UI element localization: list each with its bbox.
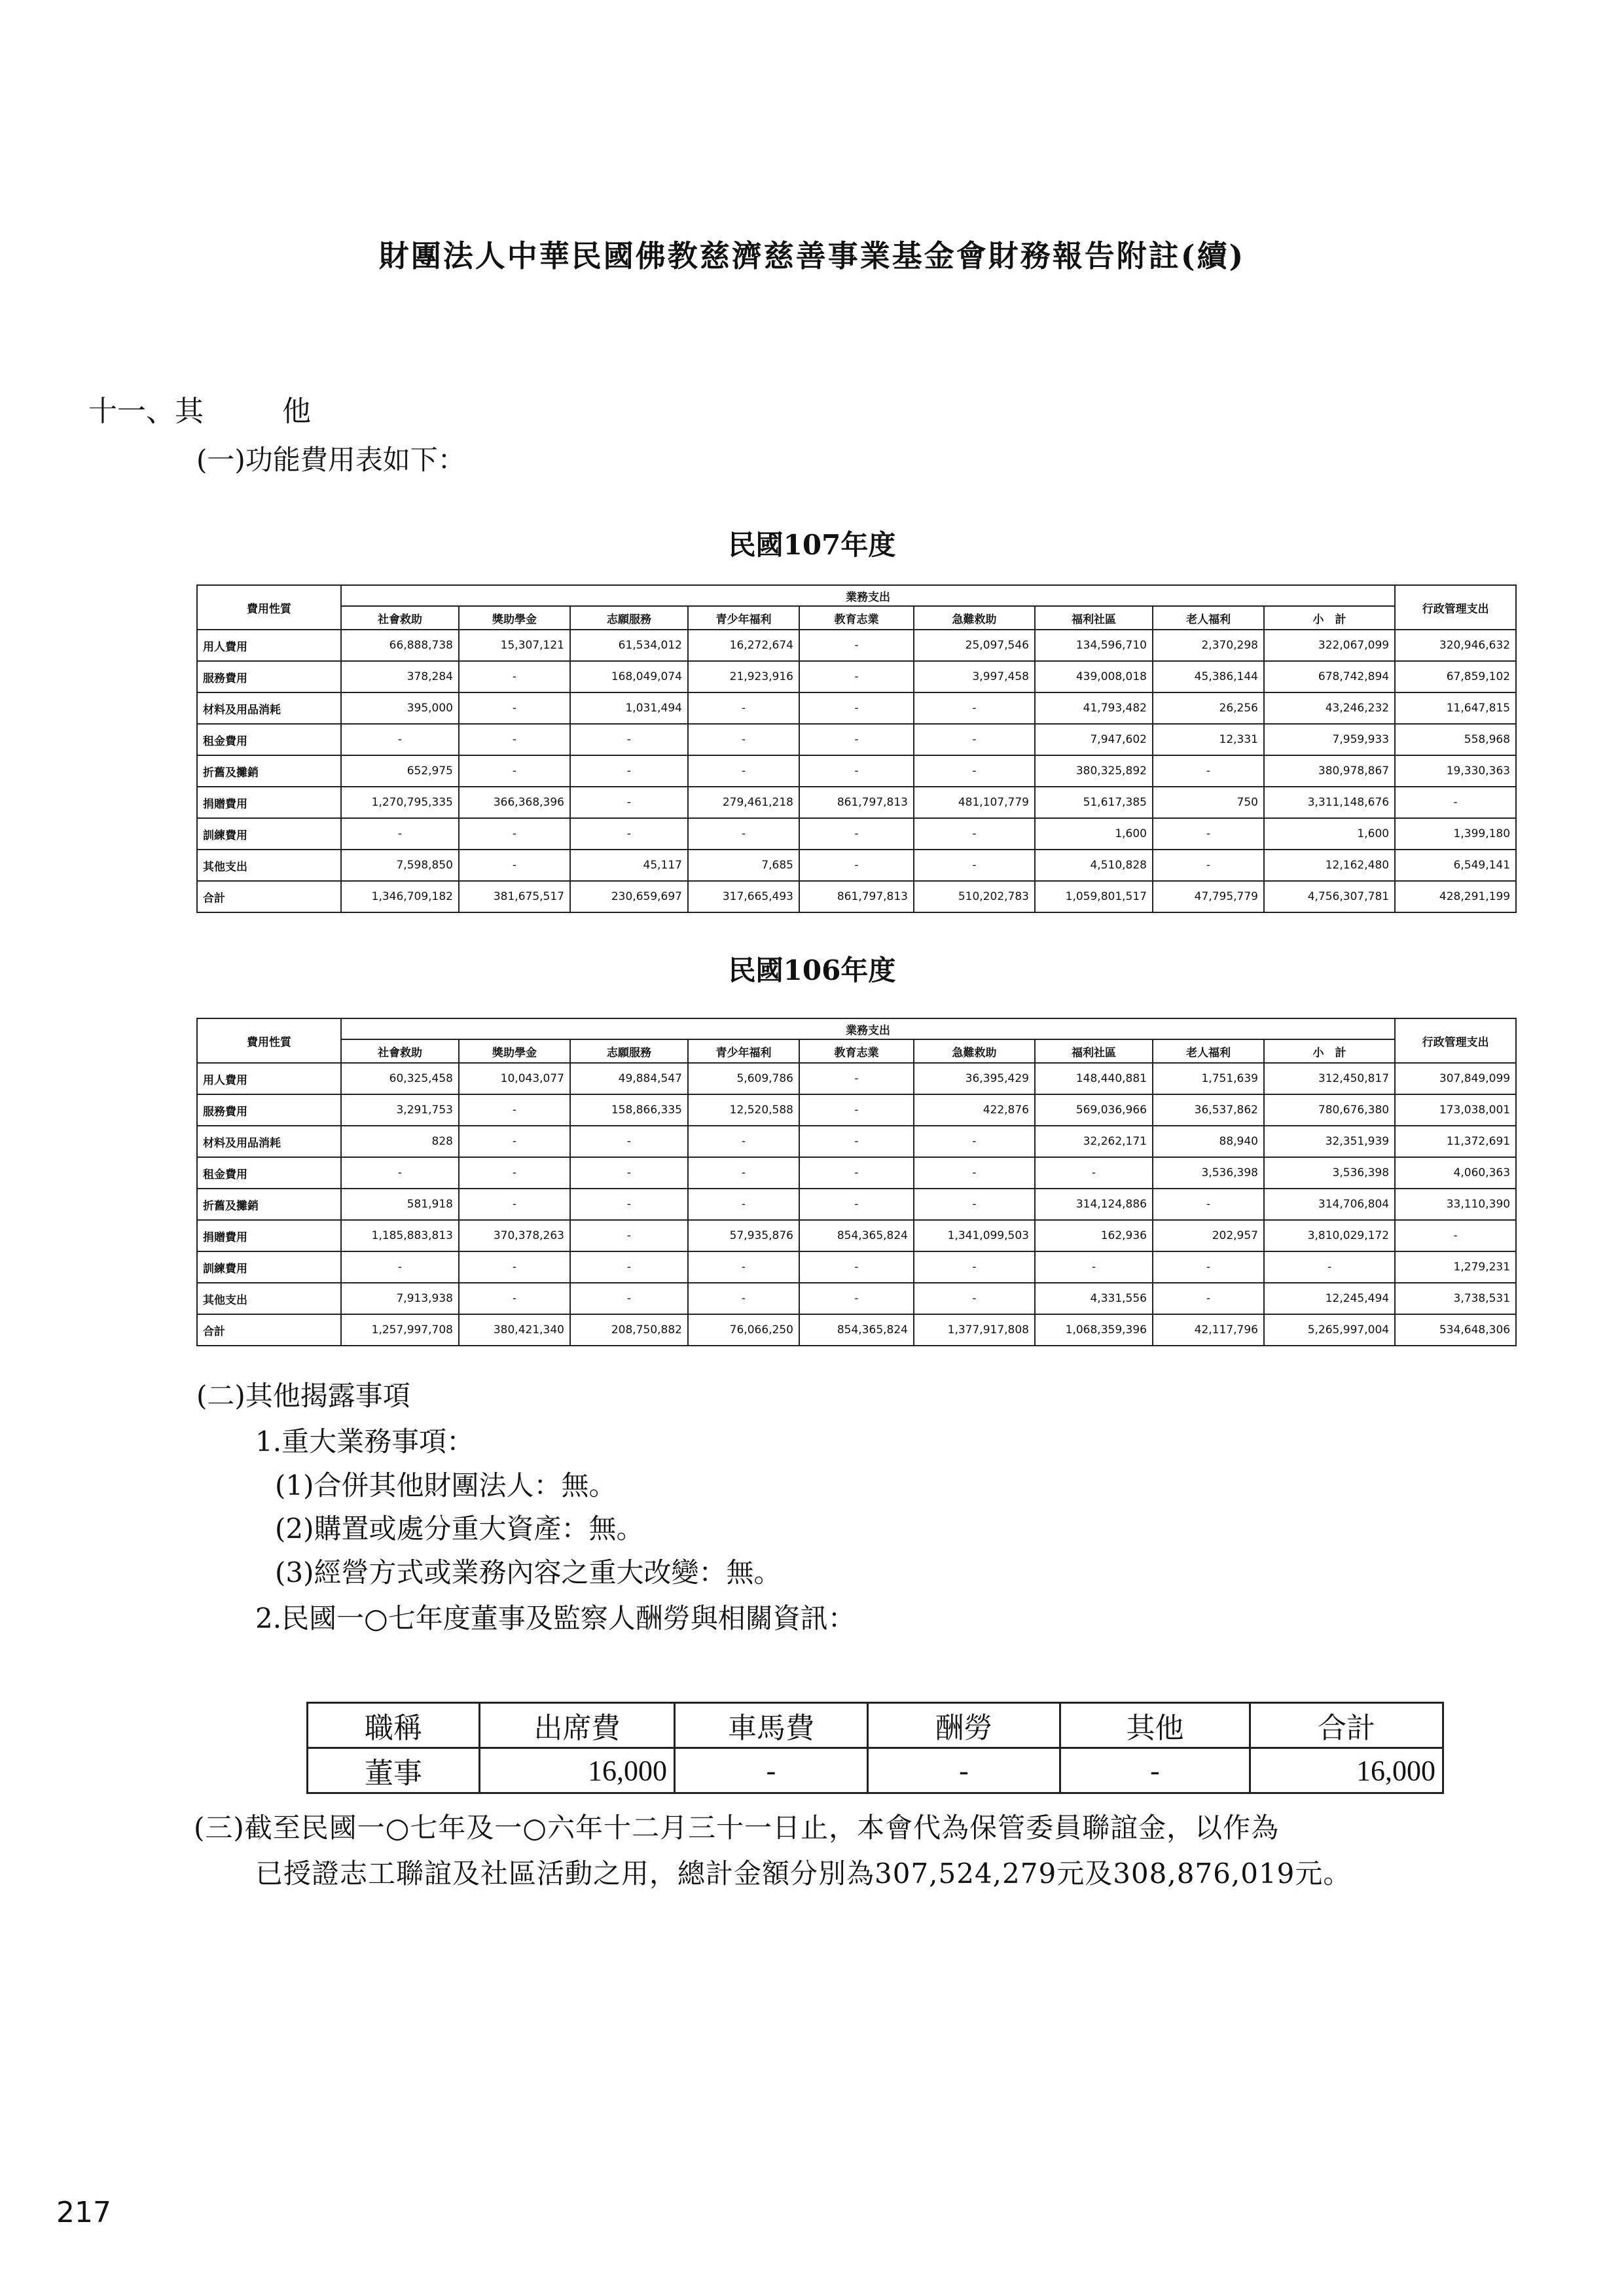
cell-remuneration: - (868, 1748, 1060, 1793)
table-cell: 158,866,335 (570, 1094, 688, 1126)
table-cell: - (1395, 1220, 1516, 1251)
table-cell: 60,325,458 (341, 1063, 459, 1094)
functional-expense-table-107 (196, 584, 1517, 913)
table-cell: - (688, 724, 799, 755)
director-compensation-table (306, 1702, 1444, 1794)
table-cell: - (914, 1189, 1035, 1220)
row-label: 合計 (197, 881, 341, 912)
row-label: 合計 (197, 1314, 341, 1346)
table-cell: 861,797,813 (799, 881, 914, 912)
table-cell: - (570, 1251, 688, 1283)
table-cell: - (799, 1189, 914, 1220)
table-cell: - (341, 1157, 459, 1189)
header-col-5: 急難救助 (914, 1039, 1035, 1063)
header-expense-nature: 費用性質 (197, 1018, 341, 1063)
row-label: 折舊及攤銷 (197, 1189, 341, 1220)
table-cell: 162,936 (1035, 1220, 1153, 1251)
cell-travel-fee: - (675, 1748, 868, 1793)
table-cell: - (459, 1157, 570, 1189)
header-other: 其他 (1060, 1703, 1250, 1748)
table-cell: 32,262,171 (1035, 1126, 1153, 1157)
table-cell: 439,008,018 (1035, 661, 1153, 692)
table-cell: 88,940 (1153, 1126, 1264, 1157)
table-cell: 366,368,396 (459, 787, 570, 818)
table-cell: 322,067,099 (1264, 630, 1395, 661)
table-cell: - (459, 1126, 570, 1157)
table-row (197, 1126, 1516, 1157)
table-cell: - (1153, 1251, 1264, 1283)
header-col-7: 老人福利 (1153, 1039, 1264, 1063)
table-cell: 381,675,517 (459, 881, 570, 912)
header-column-row (197, 606, 1516, 630)
table-cell: 534,648,306 (1395, 1314, 1516, 1346)
table-cell: - (688, 1157, 799, 1189)
table-cell: 1,068,359,396 (1035, 1314, 1153, 1346)
table-cell: 7,598,850 (341, 850, 459, 881)
other-disclosures-heading: (二)其他揭露事項 (196, 1380, 410, 1412)
table-cell: - (459, 850, 570, 881)
table-cell: - (914, 1126, 1035, 1157)
header-col-7: 老人福利 (1153, 606, 1264, 630)
table-cell: 380,978,867 (1264, 755, 1395, 787)
table-cell: - (1035, 1157, 1153, 1189)
table-cell: 67,859,102 (1395, 661, 1516, 692)
row-label: 折舊及攤銷 (197, 755, 341, 787)
table-row (197, 755, 1516, 787)
table-cell: - (799, 661, 914, 692)
table-cell: 861,797,813 (799, 787, 914, 818)
table-cell: - (570, 1157, 688, 1189)
table-cell: 828 (341, 1126, 459, 1157)
table-cell: 42,117,796 (1153, 1314, 1264, 1346)
table-cell: - (799, 1251, 914, 1283)
table-cell: - (459, 724, 570, 755)
table-row (197, 1283, 1516, 1314)
header-business-expenses: 業務支出 (341, 1018, 1395, 1039)
table-cell: - (459, 1283, 570, 1314)
header-attendance-fee: 出席費 (480, 1703, 675, 1748)
table-cell: 11,647,815 (1395, 692, 1516, 724)
table-cell: 202,957 (1153, 1220, 1264, 1251)
cell-total: 16,000 (1250, 1748, 1443, 1793)
table-cell: - (1153, 818, 1264, 850)
header-travel-fee: 車馬費 (675, 1703, 868, 1748)
table-row (197, 661, 1516, 692)
table-row (197, 630, 1516, 661)
table-cell: - (799, 1063, 914, 1094)
table-cell: 3,738,531 (1395, 1283, 1516, 1314)
table-cell: 4,331,556 (1035, 1283, 1153, 1314)
table-cell: - (341, 1251, 459, 1283)
report-title: 財團法人中華民國佛教慈濟慈善事業基金會財務報告附註(續) (378, 238, 1246, 274)
header-admin-expenses: 行政管理支出 (1395, 585, 1516, 630)
table-cell: 422,876 (914, 1094, 1035, 1126)
page-number: 217 (56, 2196, 111, 2229)
table-cell: 307,849,099 (1395, 1063, 1516, 1094)
table-row (197, 787, 1516, 818)
table-row (197, 724, 1516, 755)
table-cell: 4,060,363 (1395, 1157, 1516, 1189)
header-group-row (197, 1018, 1516, 1039)
table-cell: 854,365,824 (799, 1220, 914, 1251)
table-cell: 49,884,547 (570, 1063, 688, 1094)
table-cell: - (570, 818, 688, 850)
table-cell: 168,049,074 (570, 661, 688, 692)
table-cell: - (459, 692, 570, 724)
row-label: 材料及用品消耗 (197, 1126, 341, 1157)
table-cell: 12,162,480 (1264, 850, 1395, 881)
table-cell: 230,659,697 (570, 881, 688, 912)
table-cell: 26,256 (1153, 692, 1264, 724)
functional-expense-table-106 (196, 1018, 1517, 1346)
table-cell: - (459, 818, 570, 850)
table-cell: 314,706,804 (1264, 1189, 1395, 1220)
table-cell: - (914, 692, 1035, 724)
director-compensation-intro: 2.民國一○七年度董事及監察人酬勞與相關資訊： (255, 1602, 856, 1634)
table-cell: 1,257,997,708 (341, 1314, 459, 1346)
table-cell: 45,386,144 (1153, 661, 1264, 692)
table-cell: - (1153, 1283, 1264, 1314)
table-cell: - (914, 1251, 1035, 1283)
table-cell: - (459, 1251, 570, 1283)
table-cell: 66,888,738 (341, 630, 459, 661)
functional-expense-intro: (一)功能費用表如下： (196, 444, 465, 476)
table-cell: - (799, 755, 914, 787)
table-cell: 1,031,494 (570, 692, 688, 724)
table-cell: 57,935,876 (688, 1220, 799, 1251)
table-row (197, 1251, 1516, 1283)
table-cell: 5,609,786 (688, 1063, 799, 1094)
table-cell: 76,066,250 (688, 1314, 799, 1346)
table-cell: - (570, 1126, 688, 1157)
table-cell: - (570, 1189, 688, 1220)
table-cell: 10,043,077 (459, 1063, 570, 1094)
table-cell: 1,279,231 (1395, 1251, 1516, 1283)
table-cell: 395,000 (341, 692, 459, 724)
table-cell: 1,059,801,517 (1035, 881, 1153, 912)
table-cell: - (799, 1094, 914, 1126)
table-cell: 370,378,263 (459, 1220, 570, 1251)
table-cell: 1,399,180 (1395, 818, 1516, 850)
table-cell: - (570, 1220, 688, 1251)
row-label: 服務費用 (197, 661, 341, 692)
header-col-8: 小 計 (1264, 1039, 1395, 1063)
header-col-0: 社會救助 (341, 1039, 459, 1063)
table-cell: - (799, 630, 914, 661)
header-col-6: 福利社區 (1035, 606, 1153, 630)
table-cell: 780,676,380 (1264, 1094, 1395, 1126)
table-cell: - (914, 850, 1035, 881)
table-cell: - (688, 692, 799, 724)
table-cell: 3,536,398 (1153, 1157, 1264, 1189)
table-cell: 51,617,385 (1035, 787, 1153, 818)
table-cell: 314,124,886 (1035, 1189, 1153, 1220)
row-label: 材料及用品消耗 (197, 692, 341, 724)
header-col-3: 青少年福利 (688, 606, 799, 630)
row-label: 訓練費用 (197, 1251, 341, 1283)
table-cell: - (799, 1283, 914, 1314)
table-cell: 7,913,938 (341, 1283, 459, 1314)
table-cell: 510,202,783 (914, 881, 1035, 912)
table-cell: 7,947,602 (1035, 724, 1153, 755)
custody-note-line2: 已授證志工聯誼及社區活動之用，總計金額分別為307,524,279元及308,876,019元。 (255, 1857, 1352, 1890)
table-cell: - (799, 1157, 914, 1189)
table-cell: 6,549,141 (1395, 850, 1516, 881)
table-cell: 312,450,817 (1264, 1063, 1395, 1094)
table-cell: 208,750,882 (570, 1314, 688, 1346)
table-row (197, 850, 1516, 881)
table-cell: - (688, 818, 799, 850)
table-cell: 3,997,458 (914, 661, 1035, 692)
row-label: 租金費用 (197, 724, 341, 755)
table-cell: 25,097,546 (914, 630, 1035, 661)
section-heading (88, 387, 311, 429)
header-col-1: 獎助學金 (459, 606, 570, 630)
table-row (197, 1314, 1516, 1346)
table-cell: - (1153, 1189, 1264, 1220)
header-col-4: 教育志業 (799, 1039, 914, 1063)
table-cell: 1,751,639 (1153, 1063, 1264, 1094)
table-cell: 3,311,148,676 (1264, 787, 1395, 818)
header-col-1: 獎助學金 (459, 1039, 570, 1063)
table-row (197, 1094, 1516, 1126)
header-col-0: 社會救助 (341, 606, 459, 630)
table-cell: - (914, 1283, 1035, 1314)
compensation-data-row (308, 1748, 1443, 1793)
table-cell: - (341, 724, 459, 755)
table-cell: 2,370,298 (1153, 630, 1264, 661)
table-cell: 854,365,824 (799, 1314, 914, 1346)
table-cell: 43,246,232 (1264, 692, 1395, 724)
custody-note-line1: (三)截至民國一○七年及一○六年十二月三十一日止，本會代為保管委員聯誼金，以作為 (194, 1812, 1280, 1844)
table-cell: 1,346,709,182 (341, 881, 459, 912)
header-col-2: 志願服務 (570, 1039, 688, 1063)
table-cell: 21,923,916 (688, 661, 799, 692)
table-107-title: 民國107年度 (728, 529, 896, 561)
table-cell: 19,330,363 (1395, 755, 1516, 787)
table-cell: 652,975 (341, 755, 459, 787)
table-cell: - (570, 787, 688, 818)
table-cell: 320,946,632 (1395, 630, 1516, 661)
table-row (197, 1220, 1516, 1251)
header-admin-expenses: 行政管理支出 (1395, 1018, 1516, 1063)
section-name: 他 (282, 395, 311, 428)
table-cell: 3,810,029,172 (1264, 1220, 1395, 1251)
table-cell: - (570, 724, 688, 755)
table-cell: 481,107,779 (914, 787, 1035, 818)
cell-other: - (1060, 1748, 1250, 1793)
table-cell: - (914, 818, 1035, 850)
table-cell: - (1153, 755, 1264, 787)
table-cell: 1,600 (1035, 818, 1153, 850)
table-cell: 279,461,218 (688, 787, 799, 818)
table-cell: 148,440,881 (1035, 1063, 1153, 1094)
header-col-5: 急難救助 (914, 606, 1035, 630)
table-cell: - (341, 818, 459, 850)
table-cell: 750 (1153, 787, 1264, 818)
header-remuneration: 酬勞 (868, 1703, 1060, 1748)
table-cell: - (688, 755, 799, 787)
table-cell: - (1153, 850, 1264, 881)
row-label: 用人費用 (197, 630, 341, 661)
table-cell: 36,395,429 (914, 1063, 1035, 1094)
table-cell: 678,742,894 (1264, 661, 1395, 692)
table-cell: 558,968 (1395, 724, 1516, 755)
table-cell: - (688, 1283, 799, 1314)
table-cell: 3,291,753 (341, 1094, 459, 1126)
table-cell: 11,372,691 (1395, 1126, 1516, 1157)
table-cell: 428,291,199 (1395, 881, 1516, 912)
row-label: 其他支出 (197, 1283, 341, 1314)
table-cell: 12,331 (1153, 724, 1264, 755)
header-total: 合計 (1250, 1703, 1443, 1748)
table-cell: 16,272,674 (688, 630, 799, 661)
table-cell: 3,536,398 (1264, 1157, 1395, 1189)
header-col-2: 志願服務 (570, 606, 688, 630)
table-row (197, 1189, 1516, 1220)
asset-disposal-item: (2)購置或處分重大資產：無。 (275, 1513, 644, 1545)
table-cell: 1,600 (1264, 818, 1395, 850)
table-cell: - (799, 724, 914, 755)
table-106-title: 民國106年度 (728, 954, 896, 986)
table-cell: - (459, 1094, 570, 1126)
row-label: 服務費用 (197, 1094, 341, 1126)
row-label: 租金費用 (197, 1157, 341, 1189)
table-cell: 378,284 (341, 661, 459, 692)
header-col-4: 教育志業 (799, 606, 914, 630)
header-title: 職稱 (308, 1703, 480, 1748)
table-cell: - (688, 1189, 799, 1220)
row-label: 捐贈費用 (197, 1220, 341, 1251)
table-cell: 7,685 (688, 850, 799, 881)
table-row (197, 818, 1516, 850)
table-cell: - (1035, 1251, 1153, 1283)
header-group-row (197, 585, 1516, 606)
header-column-row (197, 1039, 1516, 1063)
major-business-matters: 1.重大業務事項： (255, 1426, 475, 1458)
header-col-8: 小 計 (1264, 606, 1395, 630)
table-cell: 569,036,966 (1035, 1094, 1153, 1126)
table-cell: - (688, 1251, 799, 1283)
operation-change-item: (3)經營方式或業務內容之重大改變：無。 (275, 1556, 782, 1588)
table-cell: 36,537,862 (1153, 1094, 1264, 1126)
header-business-expenses: 業務支出 (341, 585, 1395, 606)
table-row (197, 881, 1516, 912)
table-cell: 32,351,939 (1264, 1126, 1395, 1157)
cell-title: 董事 (308, 1748, 480, 1793)
compensation-header-row (308, 1703, 1443, 1748)
table-cell: - (459, 755, 570, 787)
table-cell: - (1264, 1251, 1395, 1283)
table-cell: 47,795,779 (1153, 881, 1264, 912)
table-cell: 380,325,892 (1035, 755, 1153, 787)
row-label: 捐贈費用 (197, 787, 341, 818)
table-cell: 15,307,121 (459, 630, 570, 661)
table-cell: - (799, 818, 914, 850)
table-cell: - (914, 755, 1035, 787)
header-col-6: 福利社區 (1035, 1039, 1153, 1063)
table-cell: 1,377,917,808 (914, 1314, 1035, 1346)
row-label: 用人費用 (197, 1063, 341, 1094)
table-cell: 33,110,390 (1395, 1189, 1516, 1220)
table-cell: 134,596,710 (1035, 630, 1153, 661)
table-cell: - (799, 692, 914, 724)
table-cell: - (459, 1189, 570, 1220)
table-cell: 41,793,482 (1035, 692, 1153, 724)
table-cell: - (570, 755, 688, 787)
table-cell: 12,520,588 (688, 1094, 799, 1126)
table-cell: - (459, 661, 570, 692)
header-col-3: 青少年福利 (688, 1039, 799, 1063)
table-cell: 45,117 (570, 850, 688, 881)
table-cell: - (1395, 787, 1516, 818)
table-cell: - (570, 1283, 688, 1314)
table-cell: - (799, 850, 914, 881)
table-cell: 1,341,099,503 (914, 1220, 1035, 1251)
table-cell: 61,534,012 (570, 630, 688, 661)
table-cell: 173,038,001 (1395, 1094, 1516, 1126)
table-cell: 1,270,795,335 (341, 787, 459, 818)
section-number: 十一、其 (88, 395, 204, 428)
table-row (197, 1063, 1516, 1094)
table-cell: 4,510,828 (1035, 850, 1153, 881)
table-cell: - (914, 1157, 1035, 1189)
table-cell: 7,959,933 (1264, 724, 1395, 755)
cell-attendance-fee: 16,000 (480, 1748, 675, 1793)
row-label: 訓練費用 (197, 818, 341, 850)
table-row (197, 1157, 1516, 1189)
merger-item: (1)合併其他財團法人：無。 (275, 1469, 617, 1501)
table-cell: - (799, 1126, 914, 1157)
table-cell: 317,665,493 (688, 881, 799, 912)
table-cell: 1,185,883,813 (341, 1220, 459, 1251)
header-expense-nature: 費用性質 (197, 585, 341, 630)
table-cell: - (914, 724, 1035, 755)
table-cell: 380,421,340 (459, 1314, 570, 1346)
table-cell: 581,918 (341, 1189, 459, 1220)
table-cell: 12,245,494 (1264, 1283, 1395, 1314)
table-cell: - (688, 1126, 799, 1157)
table-row (197, 692, 1516, 724)
row-label: 其他支出 (197, 850, 341, 881)
table-cell: 5,265,997,004 (1264, 1314, 1395, 1346)
table-cell: 4,756,307,781 (1264, 881, 1395, 912)
